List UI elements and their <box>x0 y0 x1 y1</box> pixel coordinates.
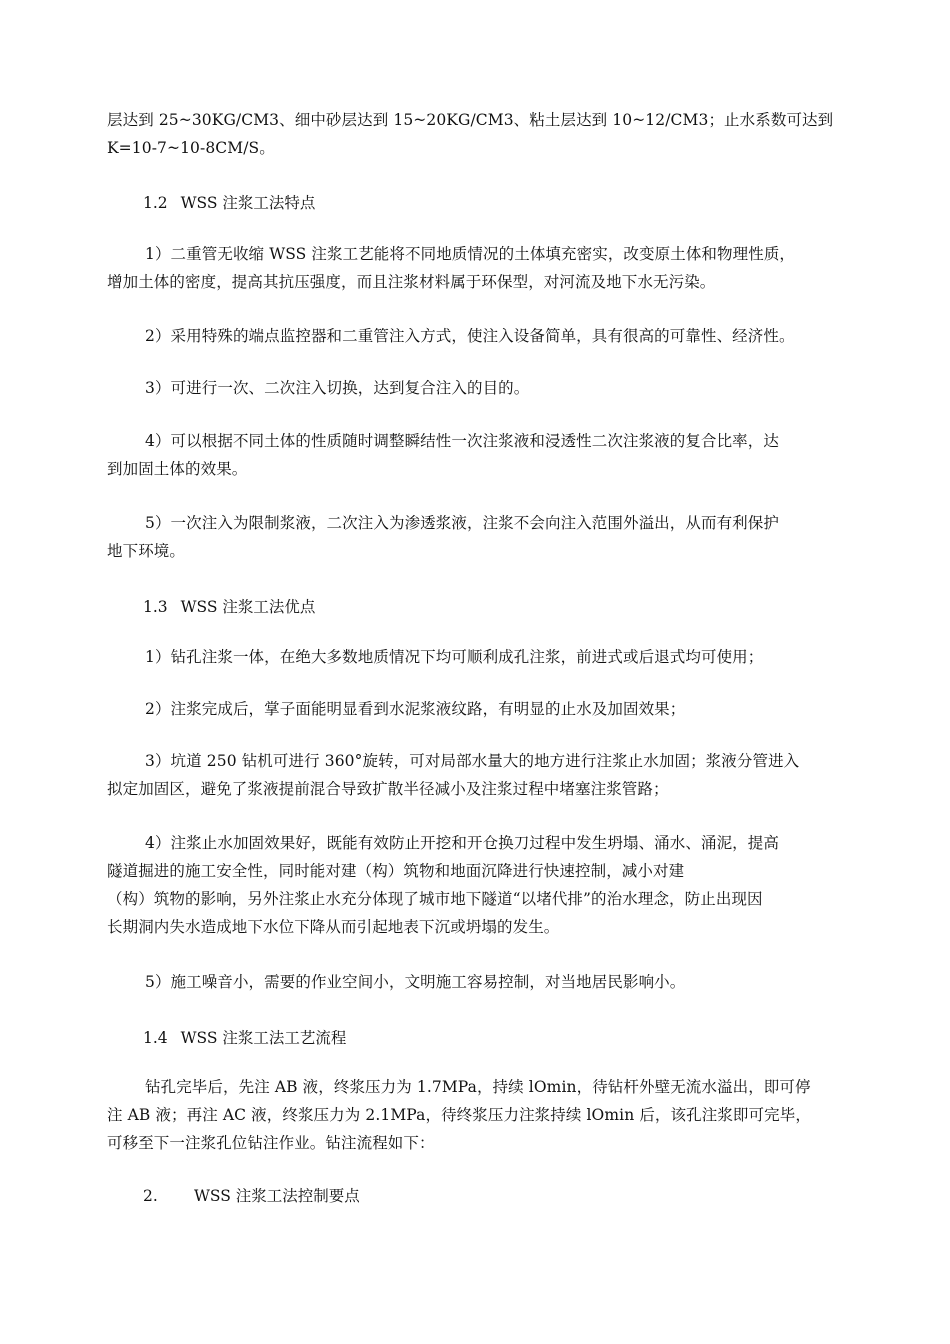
section-heading-1-4 <box>143 1024 346 1052</box>
section-heading-2 <box>143 1182 360 1210</box>
list-item <box>107 374 847 402</box>
text-line: （构）筑物的影响，另外注浆止水充分体现了城市地下隧道“以堵代排”的治水理念，防止出现因 <box>107 890 763 908</box>
text-line: K=10-7~10-8CM/S。 <box>107 139 275 157</box>
text-line: 隧道掘进的施工安全性，同时能对建（构）筑物和地面沉降进行快速控制，减小对建 <box>107 862 685 880</box>
intro-paragraph <box>107 106 847 162</box>
list-item <box>107 427 847 483</box>
text-line: 2）采用特殊的端点监控器和二重管注入方式，使注入设备简单，具有很高的可靠性、经济性。 <box>145 327 795 345</box>
list-item <box>107 240 847 296</box>
text-line: 拟定加固区，避免了浆液提前混合导致扩散半径减小及注浆过程中堵塞注浆管路； <box>107 780 669 798</box>
list-item <box>107 968 847 996</box>
text-line: 注 AB 液；再注 AC 液，终浆压力为 2.1MPa，待终浆压力注浆持续 lOmin 后，该孔注浆即可完毕， <box>107 1106 811 1124</box>
section-number: 1.2 <box>143 194 168 212</box>
section-number: 1.3 <box>143 598 168 616</box>
text-line: 2）注浆完成后，掌子面能明显看到水泥浆液纹路，有明显的止水及加固效果； <box>145 700 686 718</box>
list-item <box>107 322 847 350</box>
text-line: 到加固土体的效果。 <box>107 460 248 478</box>
section-number: 1.4 <box>143 1029 168 1047</box>
list-item <box>107 509 847 565</box>
section-heading-1-3 <box>143 593 315 621</box>
text-line: 5）一次注入为限制浆液，二次注入为渗透浆液，注浆不会向注入范围外溢出，从而有利保护 <box>145 514 779 532</box>
text-line: 1）钻孔注浆一体，在绝大多数地质情况下均可顺利成孔注浆，前进式或后退式均可使用； <box>145 648 764 666</box>
text-line: 地下环境。 <box>107 542 186 560</box>
process-paragraph <box>107 1073 847 1157</box>
text-line: 增加土体的密度，提高其抗压强度，而且注浆材料属于环保型，对河流及地下水无污染。 <box>107 273 716 291</box>
list-item <box>107 747 847 803</box>
section-title: WSS 注浆工法工艺流程 <box>180 1029 347 1047</box>
list-item <box>107 695 847 723</box>
text-line: 1）二重管无收缩 WSS 注浆工艺能将不同地质情况的土体填充密实，改变原土体和物理性质， <box>145 245 796 263</box>
text-line: 长期洞内失水造成地下水位下降从而引起地表下沉或坍塌的发生。 <box>107 918 560 936</box>
text-line: 可移至下一注浆孔位钻注作业。钻注流程如下： <box>107 1134 435 1152</box>
text-line: 3）坑道 250 钻机可进行 360°旋转，可对局部水量大的地方进行注浆止水加固；浆液分管进入 <box>145 752 800 770</box>
text-line: 3）可进行一次、二次注入切换，达到复合注入的目的。 <box>145 379 530 397</box>
section-title: WSS 注浆工法特点 <box>180 194 316 212</box>
section-title: WSS 注浆工法控制要点 <box>193 1187 360 1205</box>
list-item <box>107 829 847 941</box>
text-line: 层达到 25~30KG/CM3、细中砂层达到 15~20KG/CM3、粘土层达到 10~12/CM3；止水系数可达到 <box>107 111 834 129</box>
text-line: 4）可以根据不同土体的性质随时调整瞬结性一次注浆液和浸透性二次注浆液的复合比率，达 <box>145 432 779 450</box>
section-number: 2. <box>143 1187 158 1205</box>
section-title: WSS 注浆工法优点 <box>180 598 316 616</box>
list-item <box>107 643 847 671</box>
section-heading-1-2 <box>143 189 315 217</box>
text-line: 4）注浆止水加固效果好，既能有效防止开挖和开仓换刀过程中发生坍塌、涌水、涌泥，提高 <box>145 834 779 852</box>
text-line: 钻孔完毕后，先注 AB 液，终浆压力为 1.7MPa，持续 lOmin，待钻杆外壁无流水溢出，即可停 <box>145 1078 811 1096</box>
text-line: 5）施工噪音小，需要的作业空间小，文明施工容易控制，对当地居民影响小。 <box>145 973 686 991</box>
